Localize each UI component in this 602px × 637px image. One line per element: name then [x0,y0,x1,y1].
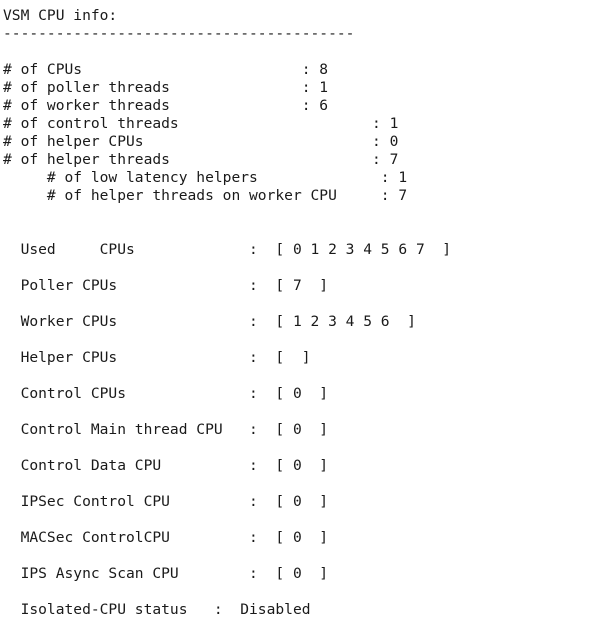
blank-line [3,511,602,529]
blank-line [3,475,602,493]
control-main-thread-cpu-line: Control Main thread CPU : [ 0 ] [3,421,329,438]
num-cpus-line: # of CPUs : 8 [3,61,329,78]
low-latency-helpers-line: # of low latency helpers : 1 [3,169,408,186]
used-cpus-line: Used CPUs : [ 0 1 2 3 4 5 6 7 ] [3,241,452,258]
helper-cpus-line: Helper CPUs : [ ] [3,349,311,366]
num-poller-threads-line: # of poller threads : 1 [3,79,329,96]
num-worker-threads-line: # of worker threads : 6 [3,97,329,114]
ips-async-scan-cpu-line: IPS Async Scan CPU : [ 0 ] [3,565,329,582]
blank-line [3,583,602,601]
ipsec-control-cpu-line: IPSec Control CPU : [ 0 ] [3,493,329,510]
blank-line [3,223,602,241]
poller-cpus-line: Poller CPUs : [ 7 ] [3,277,329,294]
blank-line [3,403,602,421]
blank-line [3,367,602,385]
header-separator: ---------------------------------------- [3,25,355,42]
blank-line [3,439,602,457]
blank-line [3,259,602,277]
num-helper-threads-line: # of helper threads : 7 [3,151,399,168]
control-cpus-line: Control CPUs : [ 0 ] [3,385,329,402]
num-helper-cpus-line: # of helper CPUs : 0 [3,133,399,150]
blank-line [3,547,602,565]
helper-threads-on-worker-line: # of helper threads on worker CPU : 7 [3,187,408,204]
control-data-cpu-line: Control Data CPU : [ 0 ] [3,457,329,474]
worker-cpus-line: Worker CPUs : [ 1 2 3 4 5 6 ] [3,313,416,330]
blank-line [3,331,602,349]
blank-line [3,43,602,61]
isolated-cpu-status-line: Isolated-CPU status : Disabled [3,601,311,618]
blank-line [3,295,602,313]
header-title: VSM CPU info: [3,7,118,24]
blank-line [3,205,602,223]
macsec-control-cpu-line: MACSec ControlCPU : [ 0 ] [3,529,329,546]
num-control-threads-line: # of control threads : 1 [3,115,399,132]
